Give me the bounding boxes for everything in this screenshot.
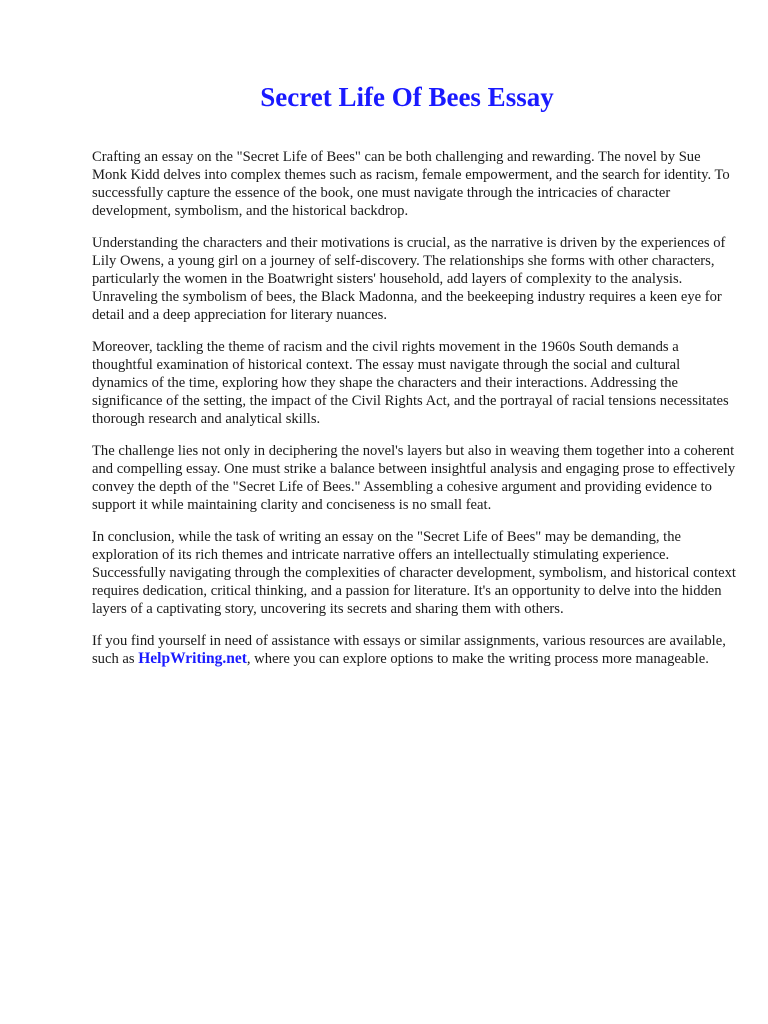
paragraph-challenge: The challenge lies not only in deciphering the novel's layers but also in weaving them together into a coherent and compelling essay. One must strike a balance between insightful analysis and engaging prose to effectively convey the depth of the "Secret Life of Bees." Assembling a cohesive argument and providing evidence to support it while maintaining clarity and conciseness is no small feat. <box>92 443 736 513</box>
helpwriting-link[interactable]: HelpWriting.net <box>138 650 247 667</box>
paragraph-intro: Crafting an essay on the "Secret Life of Bees" can be both challenging and rewarding. The novel by Sue Monk Kidd delves into complex themes such as racism, female empowerment, and the search for identity. To successfully capture the essence of the book, one must navigate through the intricacies of character development, symbolism, and the historical backdrop. <box>92 149 730 219</box>
document-body <box>92 148 736 682</box>
closing-text-after: , where you can explore options to make the writing process more manageable. <box>246 651 709 667</box>
closing-text-before: If you find yourself in need of assistance with essays or similar assignments, various resources are available, such as <box>92 633 726 667</box>
paragraph-conclusion: In conclusion, while the task of writing an essay on the "Secret Life of Bees" may be demanding, the exploration of its rich themes and intricate narrative offers an intellectually stimulating experience. Successfully navigating through the complexities of character development, symbolism, and historical context requires dedication, critical thinking, and a passion for literature. It's an opportunity to delve into the hidden layers of a captivating story, uncovering its secrets and sharing them with others. <box>92 529 736 617</box>
document-title: Secret Life Of Bees Essay <box>260 82 554 112</box>
paragraph-closing <box>92 632 736 668</box>
paragraph-racism: Moreover, tackling the theme of racism and the civil rights movement in the 1960s South demands a thoughtful examination of historical context. The essay must navigate through the social and cultural dynamics of the time, exploring how they shape the characters and their interactions. Addressing the significance of the setting, the impact of the Civil Rights Act, and the portrayal of racial tensions necessitates thorough research and analytical skills. <box>92 339 729 427</box>
paragraph-characters: Understanding the characters and their motivations is crucial, as the narrative is driven by the experiences of Lily Owens, a young girl on a journey of self-discovery. The relationships she forms with other characters, particularly the women in the Boatwright sisters' household, add layers of complexity to the analysis. Unraveling the symbolism of bees, the Black Madonna, and the beekeeping industry requires a keen eye for detail and a deep appreciation for literary nuances. <box>92 235 726 323</box>
